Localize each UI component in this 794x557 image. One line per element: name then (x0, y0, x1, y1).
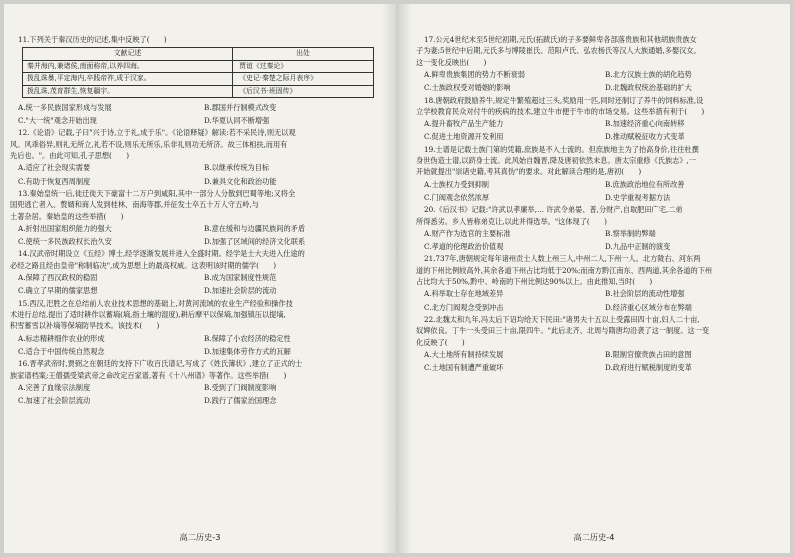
table-cell-source: 贾谊《过秦论》 (233, 60, 374, 72)
question-19 (416, 144, 786, 205)
question-17-options-row-1 (416, 68, 786, 81)
question-20-options-row-2 (416, 240, 786, 253)
option-a: A.保障了西汉政权的稳固 (18, 273, 98, 283)
option-b: B.以继承传统为目标 (204, 163, 270, 173)
option-c: C.促进土地资源开发利用 (424, 132, 504, 142)
question-12 (10, 127, 390, 188)
question-18-options-row-1 (416, 117, 786, 130)
question-22 (416, 314, 786, 375)
option-a: A.大土地所有制持续发展 (424, 350, 504, 360)
exam-page-3 (4, 4, 396, 553)
question-21-options-row-1 (416, 288, 786, 301)
question-21 (416, 253, 786, 314)
option-d: D.推动赋税征收方式变革 (605, 132, 685, 142)
page-footer: 高二历史-3 (179, 532, 221, 542)
option-b: B.庶族政治地位有所改善 (605, 179, 685, 189)
question-17-line: 17.公元4世纪末至5世纪初期,元氏(拓跋氏)的子多要鲜卑各部落贵族和其他胡族贵族女 (424, 35, 697, 44)
question-22-line: 22.北魏太和九年,冯太后下诏均给天下民田:"诸男夫十五以上受露田四十亩,妇人二十亩, (424, 314, 700, 324)
question-13-line: 国兜逃亡者入、赘婿和商人发到桂林、南海等郡,并征发士卒五十万人守五岭,与 (10, 200, 259, 210)
question-12-line: 12.《论语》记载,子曰"兴于诗,立于礼,成于乐"。《论语释疑》解读:若不采民诗,则无以观 (18, 128, 296, 138)
question-13-line: 13.秦始皇统一后,徙迁徙天下豪富十二万户到咸阳,其中一部分人分散到巴蜀等地;又将全 (18, 188, 296, 198)
question-11 (10, 34, 390, 127)
option-b: B.意在缓和与边疆民族间的矛盾 (204, 224, 306, 233)
option-d: D.践行了儒家治国理念 (204, 396, 277, 406)
question-18 (416, 95, 786, 144)
question-21-options-row-2 (416, 301, 786, 314)
question-11-source-table (22, 47, 374, 98)
option-c: C.门阀观念依然浓厚 (424, 192, 490, 202)
question-14-options-row-2 (10, 284, 390, 297)
table-cell-text: 秦并海内,兼诸侯,南面称帝,以养四海。 (23, 60, 233, 72)
question-16 (10, 358, 390, 407)
question-15-line: 术进行总结,提出了适时耕作以蓄墒(墒,指土壤的湿度),耕后摩平以保墒,加强镇压以提墒, (10, 310, 286, 320)
question-22-line: 化反映了( ) (416, 337, 465, 347)
question-20-line: 所得悉劣。乡人皆称弟克让,以此并得选举。"这体现了( ) (416, 216, 607, 226)
option-c: C."大一统"观念开始出现 (18, 116, 97, 126)
option-d: D.加强了区域间的经济文化联系 (204, 237, 306, 247)
page-gutter-shadow (398, 4, 412, 553)
option-b: B.北方汉族士族的胡化趋势 (605, 70, 692, 80)
question-21-line: 占比均大于50%,黔中、岭南的下州比例达90%以上。由此推知,当时( ) (416, 277, 653, 287)
option-c: C.加速了社会阶层流动 (18, 396, 91, 406)
option-c: C.孝道的伦理政治价值观 (424, 242, 504, 252)
page-footer: 高二历史-4 (573, 532, 615, 542)
option-a: A.折射出国家组织能力的强大 (18, 224, 112, 233)
question-22-line: 奴婢依良。丁牛一头受田三十亩,限四牛。"此后北齐、北周与隋唐均沿袭了这一制度。这一变 (416, 326, 710, 336)
table-header-source: 出处 (233, 48, 374, 60)
option-a: A.财产作为选官的主要标准 (424, 228, 511, 238)
question-17 (416, 34, 786, 95)
question-18-line: 18.唐朝政府鼓励养牛,规定牛繁殖超过三头,奖励用一匹,同时还制订了养牛的饲料标准,设 (424, 95, 704, 105)
question-19-line: 开始就提出"崇诸史籍,考其真伪"的要求。对此解读合理的是,唐初( ) (416, 167, 642, 177)
exam-page-4 (398, 4, 790, 553)
question-21-line: 道的下州比例较高外,其余各道下州占比均低于20%;而南方黔江南东、西两道,其余各道的下州 (416, 265, 713, 275)
question-13-line: 土著杂居。秦始皇的这些举措( ) (10, 211, 124, 221)
option-c: C.有助于恢复西周制度 (18, 176, 91, 186)
question-15-line: 15.西汉,汜胜之在总结前人农业技术思想的基础上,对黄河流域的农业生产经验和操作技 (18, 298, 293, 308)
table-row (23, 60, 374, 72)
question-20-line: 20.《后汉书》记载:"许武以孝廉举,… 许武令弟晏、普,分财产,自取肥田广宅,二弟 (424, 205, 683, 215)
option-d: D.北魏政权统治基础的扩大 (605, 83, 692, 93)
option-c: C.使统一多民族政权长治久安 (18, 237, 112, 247)
option-b: B.察举制的弊端 (605, 228, 656, 238)
question-12-options-row-1 (10, 162, 390, 175)
question-22-options-row-2 (416, 361, 786, 374)
option-a: A.科举取士存在地域差异 (424, 289, 504, 299)
question-15-line: 积雪蓄雪以补墒等保墒防旱技术。该技术( ) (10, 321, 160, 331)
question-16-options-row-1 (10, 381, 390, 394)
question-11-options-row-1 (10, 101, 390, 114)
option-c: C.确立了早期的儒家思想 (18, 286, 98, 296)
question-22-options-row-1 (416, 348, 786, 361)
question-16-line: 16.晋孝武帝时,贾弼之在朝廷的支持下广收百氏谱记,写成了《姓氏簿状》,建立了正式的士 (18, 359, 303, 369)
table-row (23, 73, 374, 85)
option-d: D.华夏认同不断增强 (204, 116, 270, 126)
question-20-options-row-1 (416, 227, 786, 240)
option-b: B.加速经济重心向南转移 (605, 119, 685, 129)
table-cell-source: 《史记·秦楚之际月表序》 (233, 73, 374, 85)
question-15-options-row-2 (10, 345, 390, 358)
option-c: C.适合于中国传统自然观念 (18, 346, 105, 356)
option-d: D.政府进行赋税制度的变革 (605, 363, 692, 373)
option-b: B.受到了门阀制度影响 (204, 382, 277, 392)
table-cell-text: 拨乱诛,茂育群生,恢复疆宇。 (23, 85, 233, 97)
option-d: D.九品中正制的演变 (605, 242, 671, 252)
question-16-line: 族家谱档案;王僧孺受梁武帝之命改定百家谱,著有《十八州谱》等著作。这些举措( ) (10, 370, 287, 380)
question-18-line: 立学校教育民众对付牛的疾病的技术,建立牛市便于牛市的市场交易。这些举措有利于( ) (416, 106, 705, 116)
question-19-options-row-1 (416, 178, 786, 191)
table-cell-text: 拨乱诛暴,平定海内,卒践帝祚,成于汉家。 (23, 73, 233, 85)
question-12-line: 风。风乖俗异,则礼无所立,礼若不设,则乐无所乐,乐非礼则功无所济。故三体相扶,而用有 (10, 139, 288, 149)
option-d: D.加速集体劳作方式的瓦解 (204, 346, 291, 356)
question-17-line: 子为妻;5世纪中后期,元氏多与博陵崔氏、范阳卢氏、弘农杨氏等汉人大族通婚,多娶汉女。 (416, 46, 701, 56)
option-a: A.适应了社会现实需要 (18, 163, 91, 173)
option-b: B.保障了小农经济的稳定性 (204, 333, 291, 343)
option-c: C.士族政权受对婚姻的影响 (424, 83, 511, 93)
table-cell-source: 《后汉书·班固传》 (233, 85, 374, 97)
option-b: B.社会阶层的流动性增强 (605, 289, 685, 299)
question-14-options-row-1 (10, 271, 390, 284)
option-d: D.史学重视考据方法 (605, 192, 671, 202)
question-16-options-row-2 (10, 394, 390, 407)
option-a: A.士族权力受到抑制 (424, 179, 489, 189)
option-a: A.鲜卑贵族集团的势力不断衰弱 (424, 70, 525, 80)
question-14 (10, 248, 390, 297)
option-a: A.统一多民族国家形成与发展 (18, 102, 112, 112)
option-c: C.北方门阀观念受到冲击 (424, 302, 504, 312)
option-a: A.标志精耕细作农业的形成 (18, 333, 105, 343)
question-19-line: 身世伪造士谱,以跻身士流。此风始自魏晋,降及唐初依然未息。唐太宗重修《氏族志》,一 (416, 156, 696, 166)
question-14-line: 必经之路且经由皇帝"称制临决",成为思想上的最高权威。这表明该时期的儒学( ) (10, 260, 277, 270)
table-row (23, 85, 374, 97)
page-3-content (10, 34, 390, 527)
question-18-options-row-2 (416, 131, 786, 144)
question-20 (416, 204, 786, 253)
page-4-content (416, 34, 786, 527)
option-a: A.完善了血缘宗法制度 (18, 382, 91, 392)
option-d: D.经济重心区域分布在弊端 (605, 302, 692, 312)
question-13-options-row-2 (10, 235, 390, 248)
question-17-options-row-2 (416, 81, 786, 94)
option-b: B.成为国家制度性规范 (204, 273, 277, 283)
option-a: A.提升畜牧产品生产能力 (424, 119, 504, 129)
question-12-line: 先后也。"。由此可知,孔子思想( ) (10, 151, 130, 161)
question-15 (10, 298, 390, 359)
option-c: C.土地国有制遭严重破坏 (424, 363, 504, 373)
question-11-stem: 11.下列关于秦汉历史的记述,集中反映了( ) (18, 35, 167, 44)
question-19-line: 19.士谱是记载士族门第的凭籍,庶族是不入士流的。但庶族地主为了抬高身价,往往杜撰 (424, 144, 699, 154)
question-17-line: 这一变化反映出( ) (416, 57, 487, 67)
option-d: D.加速社会阶层的流动 (204, 286, 277, 296)
question-13-options-row-1 (10, 222, 390, 235)
question-14-line: 14.汉武帝时期设立《五经》博士,经学逐渐发展并进入全盛时期。经学是士大夫进入仕途的 (18, 249, 305, 259)
table-header-text: 文献记述 (23, 48, 233, 60)
question-11-options-row-2 (10, 114, 390, 127)
option-b: B.郡国并行制模式改变 (204, 102, 277, 112)
question-15-options-row-1 (10, 332, 390, 345)
option-b: B.限制官僚贵族占田的意图 (605, 350, 692, 360)
option-d: D.兼具文化和政治功能 (204, 176, 277, 186)
question-21-line: 21.737年,唐朝规定每年诸州贡士人数上州三人,中州二人,下州一人。北方陇右、河东两 (424, 254, 701, 264)
question-19-options-row-2 (416, 191, 786, 204)
table-header-row (23, 48, 374, 60)
question-12-options-row-2 (10, 175, 390, 188)
question-13 (10, 188, 390, 249)
